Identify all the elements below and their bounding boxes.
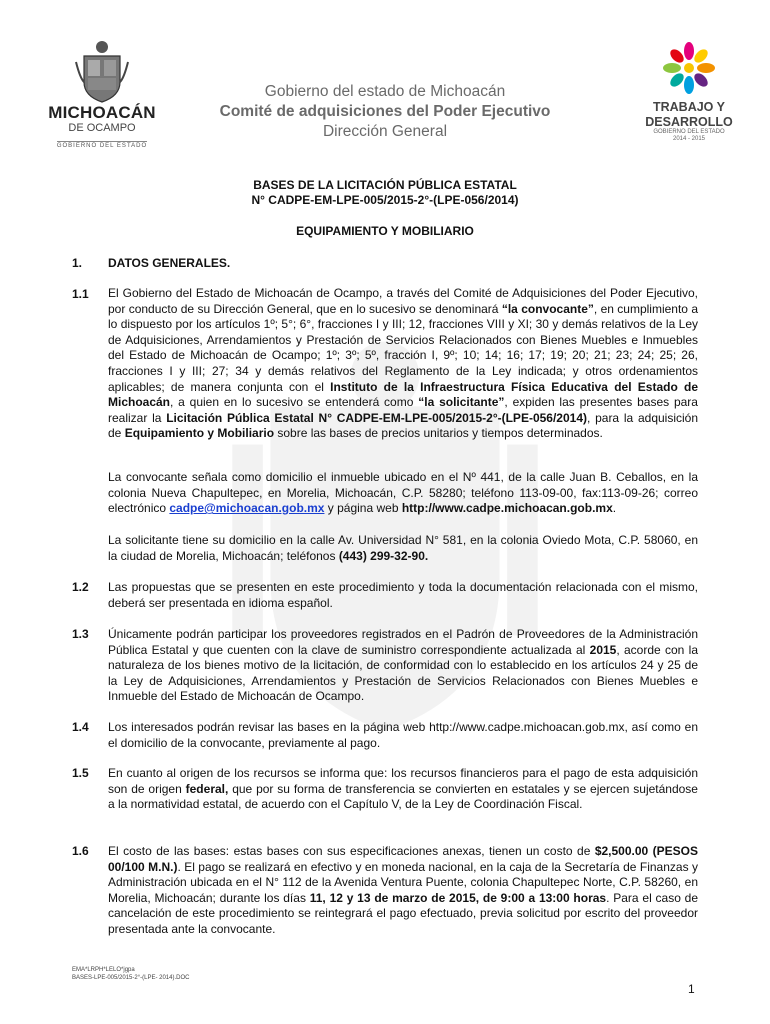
- paragraph-1-5: En cuanto al origen de los recursos se informa que: los recursos financieros para el pago de esta adquisición son de origen federal, que por su forma de transferencia se convierten en estatales y se ejercen sujetándose a la normatividad estatal, de acuerdo con el Capítulo V, de la Ley de Coordinación Fiscal.: [108, 766, 698, 812]
- logo-right-line3: GOBIERNO DEL ESTADO: [653, 129, 725, 135]
- paragraph-1-4: Los interesados podrán revisar las bases en la página web http://www.cadpe.michoacan.gob.mx, así como en el domicilio de la convocante, previamente al pago.: [108, 720, 698, 750]
- header-line1: Gobierno del estado de Michoacán: [264, 83, 506, 100]
- website-text: http://www.cadpe.michoacan.gob.mx: [401, 501, 613, 516]
- page-number: 1: [688, 982, 695, 996]
- logo-sub-text: DE OCAMPO: [68, 122, 136, 134]
- header-text: [170, 82, 600, 142]
- document-title: [0, 178, 770, 208]
- item-number-1-4: 1.4: [72, 720, 89, 734]
- header-line2: Comité de adquisiciones del Poder Ejecutivo: [219, 103, 551, 120]
- coat-of-arms-icon: [74, 38, 130, 104]
- logo-right-line1: TRABAJO Y: [652, 100, 725, 114]
- email-link[interactable]: cadpe@michoacan.gob.mx: [169, 501, 325, 516]
- item-number-1-5: 1.5: [72, 766, 89, 780]
- footer-line1: EMA*LRPH*LELO*jgpa: [72, 967, 135, 973]
- trabajo-desarrollo-logo: [636, 42, 742, 142]
- logo-brand-text: MICHOACÁN: [48, 103, 156, 122]
- item-number-1-2: 1.2: [72, 580, 89, 594]
- michoacan-logo: [46, 38, 158, 150]
- item-number-1-1: 1.1: [72, 287, 89, 301]
- footer-line2: BASES-LPE-005/2015-2°-(LPE- 2014).DOC: [72, 975, 190, 981]
- flower-icon: [659, 42, 719, 94]
- title-line2: N° CADPE-EM-LPE-005/2015-2°-(LPE-056/2014): [251, 193, 519, 207]
- footer-reference: [72, 966, 189, 982]
- paragraph-1-1-solicitante: La solicitante tiene su domicilio en la calle Av. Universidad N° 581, en la colonia Oviedo Mota, C.P. 58060, en la ciudad de Morelia, Michoacán; teléfonos (443) 299-32-90.: [108, 533, 698, 563]
- paragraph-1-1-domicilio: La convocante señala como domicilio el inmueble ubicado en el Nº 441, de la calle Juan B. Ceballos, en la colonia Nueva Chapultepec, en Morelia, Michoacán, C.P. 58280; teléfono 113-09-00, fax:113-09-26; correo electrónico cadpe@michoacan.gob.mx y página web http://www.cadpe.michoacan.gob.mx.: [108, 470, 698, 516]
- title-line1: BASES DE LA LICITACIÓN PÚBLICA ESTATAL: [253, 178, 517, 192]
- item-number-1-6: 1.6: [72, 844, 89, 858]
- item-number-1-3: 1.3: [72, 627, 89, 641]
- paragraph-1-2: Las propuestas que se presenten en este procedimiento y toda la documentación relacionada con el mismo, deberá ser presentada en idioma español.: [108, 580, 698, 610]
- section-title: DATOS GENERALES.: [108, 256, 231, 270]
- logo-right-line2: DESARROLLO: [645, 115, 733, 129]
- section-number: 1.: [72, 256, 83, 270]
- paragraph-1-6: El costo de las bases: estas bases con sus especificaciones anexas, tienen un costo de $2,500.00 (PESOS 00/100 M.N.). El pago se realizará en efectivo y en moneda nacional, en la caja de la Secretaría de Finanzas y Administración ubicada en el N° 112 de la Avenida Ventura Puente, colonia Chapultepec Norte, C.P. 58260, en Morelia, Michoacán; durante los días 11, 12 y 13 de marzo de 2015, de 9:00 a 13:00 horas. Para el caso de cancelación de este procedimiento se reintegrará el pago efectuado, previa solicitud por escrito del proveedor presentada ante la convocante.: [108, 844, 699, 936]
- paragraph-1-1: El Gobierno del Estado de Michoacán de Ocampo, a través del Comité de Adquisiciones del Poder Ejecutivo, por conducto de su Dirección General, que en lo sucesivo se denominará “la convocante”, en cumplimiento a lo dispuesto por los artículos 1º; 5°; 6°, fracciones I y III; 12, fracciones VIII y XI; 30 y demás relativos de la Ley de Adquisiciones, Arrendamientos y Prestación de Servicios Relacionados con Bienes Muebles e Inmuebles del Estado de Michoacán de Ocampo; 1º; 3º; 5º, fracción I, 9º; 10; 14; 16; 17; 19; 20; 21; 23; 24; 25; 26, fracciones I y III; 27; 34 y demás relativos del Reglamento de la Ley indicada; y otros ordenamientos aplicables; de manera conjunta con el Instituto de la Infraestructura Física Educativa del Estado de Michoacán, a quien en lo sucesivo se entenderá como “la solicitante”, expiden las presentes bases para realizar la Licitación Pública Estatal N° CADPE-EM-LPE-005/2015-2°-(LPE-056/2014), para la adquisición de Equipamiento y Mobiliario sobre las bases de precios unitarios y tiempos determinados.: [108, 286, 699, 441]
- header-line3: Dirección General: [322, 123, 448, 140]
- paragraph-1-3: Únicamente podrán participar los proveedores registrados en el Padrón de Proveedores de la Administración Pública Estatal y que cuenten con la clave de suministro correspondiente actualizada al 2015, acorde con la naturaleza de los bienes motivo de la licitación, de conformidad con lo establecido en los artículos 24 y 25 de la Ley de Adquisiciones, Arrendamientos y Prestación de Servicios Relacionados con Bienes Muebles e Inmueble del Estado de Michoacán de Ocampo.: [108, 627, 698, 704]
- logo-right-line4: 2014 - 2015: [672, 136, 706, 142]
- logo-tiny-text: GOBIERNO DEL ESTADO: [56, 143, 148, 149]
- title-subject: EQUIPAMIENTO Y MOBILIARIO: [296, 224, 474, 238]
